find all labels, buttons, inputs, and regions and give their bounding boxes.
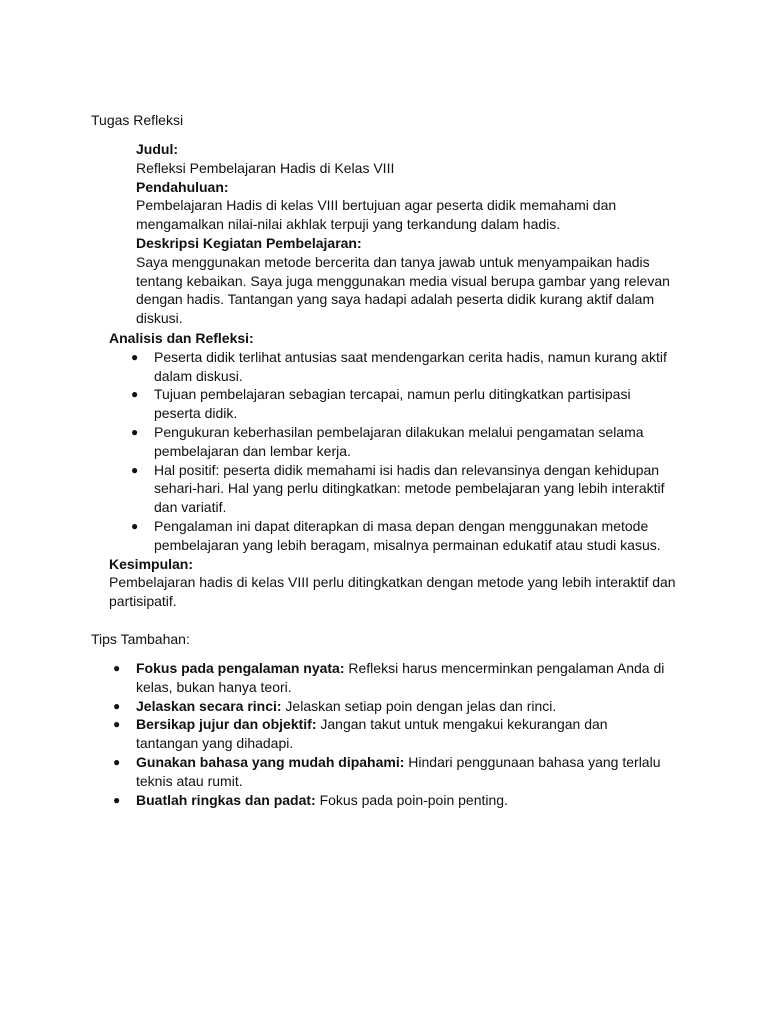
list-item <box>91 659 671 697</box>
analisis-list <box>109 348 679 555</box>
analysis-section <box>109 329 679 611</box>
analisis-heading: Analisis dan Refleksi: <box>109 330 254 346</box>
bullet-icon: ● <box>113 661 121 675</box>
kesimpulan-heading: Kesimpulan: <box>109 555 194 572</box>
list-item <box>91 715 671 753</box>
bullet-icon: ● <box>113 792 121 807</box>
tip-text: Fokus pada poin-poin penting. <box>315 791 508 808</box>
tip-text: Jangan takut untuk mengakui kekurangan dan tantangan yang dihadapi. <box>136 716 608 752</box>
tips-list <box>91 659 671 809</box>
tip-label: Buatlah ringkas dan padat: <box>136 791 316 808</box>
bullet-icon: ● <box>113 754 121 769</box>
list-item-text: Pengalaman ini dapat diterapkan di masa depan dengan menggunakan metode pembelajaran yang lebih beragam, misalnya permainan edukatif atau studi kasus. <box>154 517 661 553</box>
bullet-icon: ● <box>131 424 139 439</box>
document-title: Tugas Refleksi <box>91 112 184 128</box>
list-item-text: Pengukuran keberhasilan pembelajaran dilakukan melalui pengamatan selama pembelajaran dan lembar kerja. <box>154 423 644 459</box>
list-item <box>109 385 679 423</box>
pendahuluan-text: Pembelajaran Hadis di kelas VIII bertujuan agar peserta didik memahami dan mengamalkan nilai-nilai akhlak terpuji yang terkandung dalam hadis. <box>136 197 617 233</box>
list-item-text: Tujuan pembelajaran sebagian tercapai, namun perlu ditingkatkan partisipasi peserta didik. <box>154 386 631 422</box>
tip-label: Fokus pada pengalaman nyata: <box>136 660 345 676</box>
tip-label: Jelaskan secara rinci: <box>136 697 282 714</box>
list-item <box>91 791 671 810</box>
list-item <box>109 461 679 517</box>
tip-label: Bersikap jujur dan objektif: <box>136 716 317 733</box>
list-item-text: Hal positif: peserta didik memahami isi hadis dan relevansinya dengan kehidupan sehari-hari. Hal yang perlu ditingkatkan: metode pembelajaran yang lebih interaktif dan variatif. <box>154 461 665 516</box>
bullet-icon: ● <box>131 462 139 477</box>
judul-text: Refleksi Pembelajaran Hadis di Kelas VIII <box>136 159 395 176</box>
pendahuluan-heading: Pendahuluan: <box>136 178 229 195</box>
bullet-icon: ● <box>113 717 121 732</box>
tips-title: Tips Tambahan: <box>91 631 190 647</box>
tip-text: Refleksi harus mencerminkan pengalaman Anda di kelas, bukan hanya teori. <box>136 660 665 695</box>
list-item <box>109 423 679 461</box>
bullet-icon: ● <box>131 387 139 402</box>
list-item-text: Peserta didik terlihat antusias saat mendengarkan cerita hadis, namun kurang aktif dalam diskusi. <box>154 348 667 384</box>
tip-text: Jelaskan setiap poin dengan jelas dan rinci. <box>281 697 557 714</box>
deskripsi-text: Saya menggunakan metode bercerita dan tanya jawab untuk menyampaikan hadis tentang kebaikan. Saya juga menggunakan media visual berupa gambar yang relevan dengan hadis. Tantangan yang saya hadapi adalah peserta didik kurang aktif dalam diskusi. <box>136 253 670 327</box>
bullet-icon: ● <box>113 698 121 713</box>
tips-section <box>91 659 671 809</box>
bullet-icon: ● <box>131 349 139 364</box>
reflection-intro-section <box>136 140 676 328</box>
tip-text: Hindari penggunaan bahasa yang terlalu teknis atau rumit. <box>136 753 661 789</box>
kesimpulan-text: Pembelajaran hadis di kelas VIII perlu ditingkatkan dengan metode yang lebih interaktif dan partisipatif. <box>109 574 676 610</box>
tip-label: Gunakan bahasa yang mudah dipahami: <box>136 753 405 770</box>
list-item <box>109 348 679 386</box>
judul-heading: Judul: <box>136 141 178 157</box>
deskripsi-heading: Deskripsi Kegiatan Pembelajaran: <box>136 234 362 251</box>
list-item <box>91 697 671 716</box>
bullet-icon: ● <box>131 518 139 533</box>
list-item <box>91 753 671 791</box>
list-item <box>109 517 679 555</box>
